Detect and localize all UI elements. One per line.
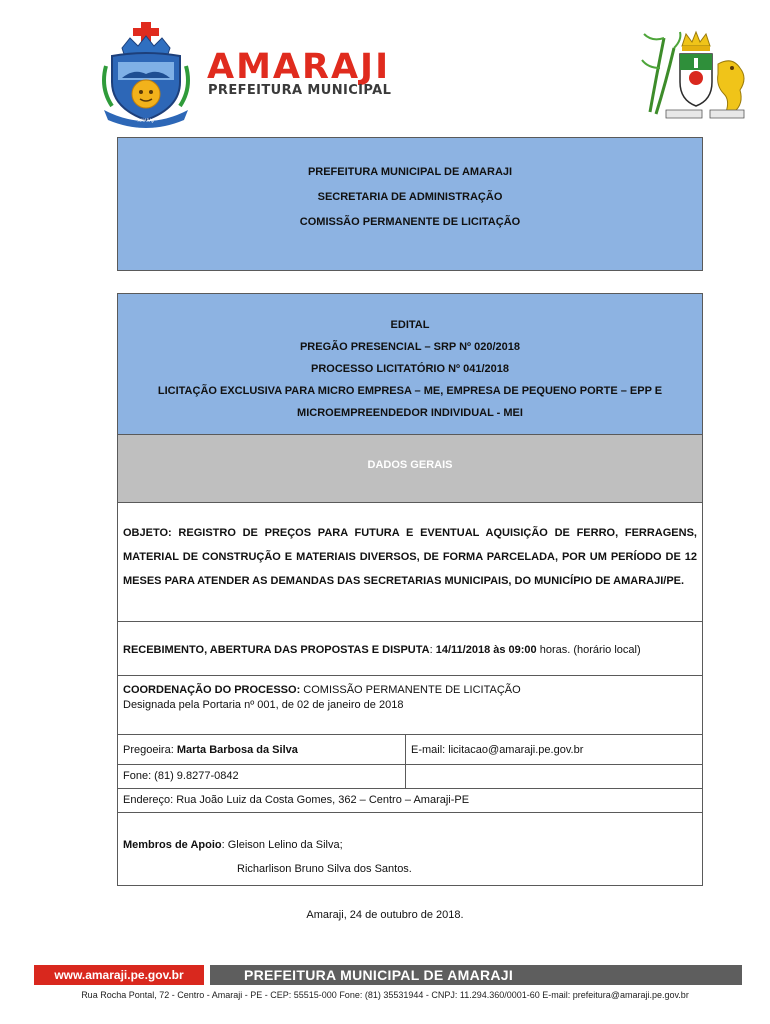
divider xyxy=(118,734,702,735)
brand-subtitle: PREFEITURA MUNICIPAL xyxy=(208,83,392,98)
coordenacao-row xyxy=(123,683,521,697)
recebimento-row: RECEBIMENTO, ABERTURA DAS PROPOSTAS E DISPUTA: 14/11/2018 às 09:00 horas. (horário local) xyxy=(123,644,641,656)
pregoeira-row xyxy=(123,743,298,757)
dados-gerais-heading: DADOS GERAIS xyxy=(367,459,453,471)
column-divider xyxy=(405,734,406,788)
footer-address: Rua Rocha Pontal, 72 - Centro - Amaraji - PE - CEP: 55515-000 Fone: (81) 35531944 - CNPJ: 11.294.360/0001-60 E-mail: prefeitura@amaraji.pe.gov.br xyxy=(81,990,689,1000)
signature-date: Amaraji, 24 de outubro de 2018. xyxy=(306,909,464,921)
secretariat-name: SECRETARIA DE ADMINISTRAÇÃO xyxy=(317,191,503,203)
dados-gerais-band xyxy=(118,435,702,503)
footer-institution-name: PREFEITURA MUNICIPAL DE AMARAJI xyxy=(244,967,514,983)
objeto-paragraph: OBJETO: REGISTRO DE PREÇOS PARA FUTURA E EVENTUAL AQUISIÇÃO DE FERRO, FERRAGENS, MATERIAL DE CONSTRUÇÃO E MATERIAIS DIVERSOS, DE FORMA PARCELADA, POR UM PERÍODO DE 12 MESES PARA ATENDER AS DEMANDAS DAS SECRETARIAS MUNICIPAIS, DO MUNICÍPIO DE AMARAJI/PE. xyxy=(123,527,697,587)
exclusive-bidding-line2: MICROEMPREENDEDOR INDIVIDUAL - MEI xyxy=(297,407,523,419)
membros-member1: : Gleison Lelino da Silva; xyxy=(221,839,343,851)
membros-label: Membros de Apoio xyxy=(123,839,222,851)
brand-name: AMARAJI xyxy=(207,47,391,87)
processo-number: PROCESSO LICITATÓRIO Nº 041/2018 xyxy=(311,363,509,375)
coordenacao-value: COMISSÃO PERMANENTE DE LICITAÇÃO xyxy=(300,684,521,696)
state-coat-of-arms-logo xyxy=(636,28,754,124)
municipal-coat-of-arms-logo xyxy=(100,22,192,128)
recebimento-label: RECEBIMENTO, ABERTURA DAS PROPOSTAS E DISPUTA xyxy=(123,644,430,656)
designada-text: Designada pela Portaria nº 001, de 02 de janeiro de 2018 xyxy=(123,699,404,711)
footer-website-link[interactable]: www.amaraji.pe.gov.br xyxy=(54,968,184,982)
fone-text: Fone: (81) 9.8277-0842 xyxy=(123,770,239,782)
edital-title-section xyxy=(118,294,702,435)
endereco-text: Endereço: Rua João Luiz da Costa Gomes, 362 – Centro – Amaraji-PE xyxy=(123,794,470,806)
commission-name: COMISSÃO PERMANENTE DE LICITAÇÃO xyxy=(299,216,521,228)
membros-member2: Richarlison Bruno Silva dos Santos. xyxy=(237,863,412,875)
coordenacao-label: COORDENAÇÃO DO PROCESSO: xyxy=(123,684,301,696)
divider xyxy=(118,788,702,789)
recebimento-suffix: horas. (horário local) xyxy=(536,644,641,656)
email-text: E-mail: licitacao@amaraji.pe.gov.br xyxy=(411,744,584,756)
exclusive-bidding-line1: LICITAÇÃO EXCLUSIVA PARA MICRO EMPRESA – ME, EMPRESA DE PEQUENO PORTE – EPP E xyxy=(157,385,663,397)
recebimento-datetime: 14/11/2018 às 09:00 xyxy=(435,644,537,656)
divider xyxy=(118,812,702,813)
institution-name: PREFEITURA MUNICIPAL DE AMARAJI xyxy=(307,166,513,178)
pregoeira-label: Pregoeira: xyxy=(123,744,177,756)
divider xyxy=(118,621,702,622)
edital-title: EDITAL xyxy=(390,319,430,331)
institution-header-box xyxy=(117,137,703,271)
edital-box xyxy=(117,293,703,886)
divider xyxy=(118,675,702,676)
membros-row xyxy=(123,838,343,852)
pregoeira-name: Marta Barbosa da Silva xyxy=(176,744,298,756)
svg-text:AMARAJI: AMARAJI xyxy=(137,118,155,123)
divider xyxy=(118,764,702,765)
pregao-number: PREGÃO PRESENCIAL – SRP Nº 020/2018 xyxy=(299,341,521,353)
